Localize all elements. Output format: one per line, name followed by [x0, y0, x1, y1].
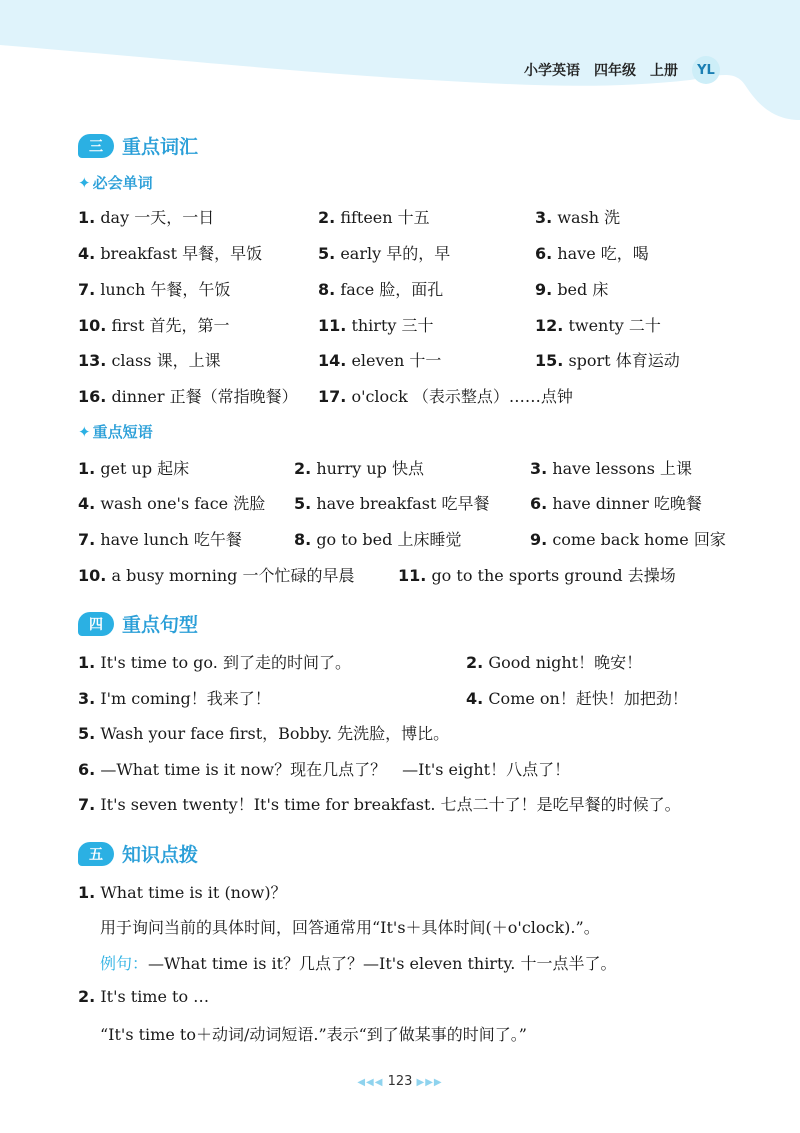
left-arrows-icon: ◀◀◀ — [357, 1077, 384, 1088]
section-vocab-title — [78, 132, 198, 159]
header-volume: 上册 — [650, 63, 678, 79]
sentence-item: 7. It's seven twenty！It's time for breakfast. 七点二十了！是吃早餐的时候了。 — [78, 795, 681, 814]
knowledge-point-heading: 1. What time is it (now)？ — [78, 883, 287, 902]
phrase-item: 5. have breakfast 吃早餐 — [294, 494, 490, 513]
phrase-item: 1. get up 起床 — [78, 459, 190, 478]
sparkle-icon: ✦ — [78, 423, 91, 441]
phrase-item: 11. go to the sports ground 去操场 — [398, 566, 676, 585]
section-title-text: 知识点拨 — [122, 844, 199, 866]
publisher-badge: YL — [692, 56, 720, 84]
phrase-item: 9. come back home 回家 — [530, 530, 726, 549]
section-title-text: 重点词汇 — [122, 136, 199, 158]
phrase-item: 4. wash one's face 洗脸 — [78, 494, 266, 513]
section-knowledge-title — [78, 840, 198, 867]
example-label: 例句： — [100, 954, 149, 973]
phrase-item: 10. a busy morning 一个忙碌的早晨 — [78, 566, 355, 585]
sentence-item: 1. It's time to go. 到了走的时间了。 — [78, 653, 351, 672]
word-item: 5. early 早的，早 — [318, 244, 451, 263]
word-item: 14. eleven 十一 — [318, 351, 442, 370]
header-grade: 四年级 — [594, 63, 636, 79]
section-number-icon: 五 — [78, 842, 114, 866]
sentence-item: 4. Come on！赶快！加把劲！ — [466, 689, 688, 708]
word-item: 10. first 首先，第一 — [78, 316, 230, 335]
word-item: 9. bed 床 — [535, 280, 609, 299]
sentence-item: 5. Wash your face first，Bobby. 先洗脸，博比。 — [78, 724, 450, 743]
phrase-item: 3. have lessons 上课 — [530, 459, 692, 478]
page-number: 123 — [387, 1074, 413, 1089]
phrase-item: 8. go to bed 上床睡觉 — [294, 530, 462, 549]
phrases-subtitle: ✦ 重点短语 — [78, 423, 153, 441]
word-item: 17. o'clock （表示整点）……点钟 — [318, 387, 573, 406]
right-arrows-icon: ▶▶▶ — [416, 1077, 443, 1088]
word-item: 3. wash 洗 — [535, 208, 621, 227]
word-item: 11. thirty 三十 — [318, 316, 434, 335]
word-item: 1. day 一天，一日 — [78, 208, 215, 227]
sentence-item: 2. Good night！晚安！ — [466, 653, 643, 672]
words-subtitle: ✦ 必会单词 — [78, 174, 153, 192]
word-item: 2. fifteen 十五 — [318, 208, 430, 227]
knowledge-point-heading: 2. It's time to … — [78, 987, 210, 1006]
word-item: 4. breakfast 早餐，早饭 — [78, 244, 263, 263]
section-sentences-title — [78, 610, 198, 637]
word-item: 6. have 吃，喝 — [535, 244, 649, 263]
knowledge-point-example: 例句：—What time is it？几点了？—It's eleven thirty. 十一点半了。 — [100, 954, 617, 973]
section-number-icon: 四 — [78, 612, 114, 636]
phrase-item: 2. hurry up 快点 — [294, 459, 424, 478]
knowledge-point-explain: 用于询问当前的具体时间，回答通常用“It's＋具体时间(＋o'clock).”。 — [100, 918, 600, 937]
section-number-icon: 三 — [78, 134, 114, 158]
word-item: 13. class 课，上课 — [78, 351, 221, 370]
knowledge-point-explain: “It's time to＋动词/动词短语.”表示“到了做某事的时间了。” — [100, 1025, 527, 1044]
page-footer — [0, 1074, 800, 1089]
word-item: 7. lunch 午餐，午饭 — [78, 280, 231, 299]
phrase-item: 6. have dinner 吃晚餐 — [530, 494, 702, 513]
sentence-item: 6. —What time is it now？现在几点了？ —It's eight！八点了！ — [78, 760, 571, 779]
word-item: 15. sport 体育运动 — [535, 351, 680, 370]
word-item: 8. face 脸，面孔 — [318, 280, 444, 299]
sparkle-icon: ✦ — [78, 174, 91, 192]
header-subject: 小学英语 — [524, 63, 580, 79]
page-header — [524, 56, 720, 84]
phrase-item: 7. have lunch 吃午餐 — [78, 530, 242, 549]
word-item: 16. dinner 正餐（常指晚餐） — [78, 387, 298, 406]
section-title-text: 重点句型 — [122, 614, 199, 636]
word-item: 12. twenty 二十 — [535, 316, 661, 335]
sentence-item: 3. I'm coming！我来了！ — [78, 689, 271, 708]
